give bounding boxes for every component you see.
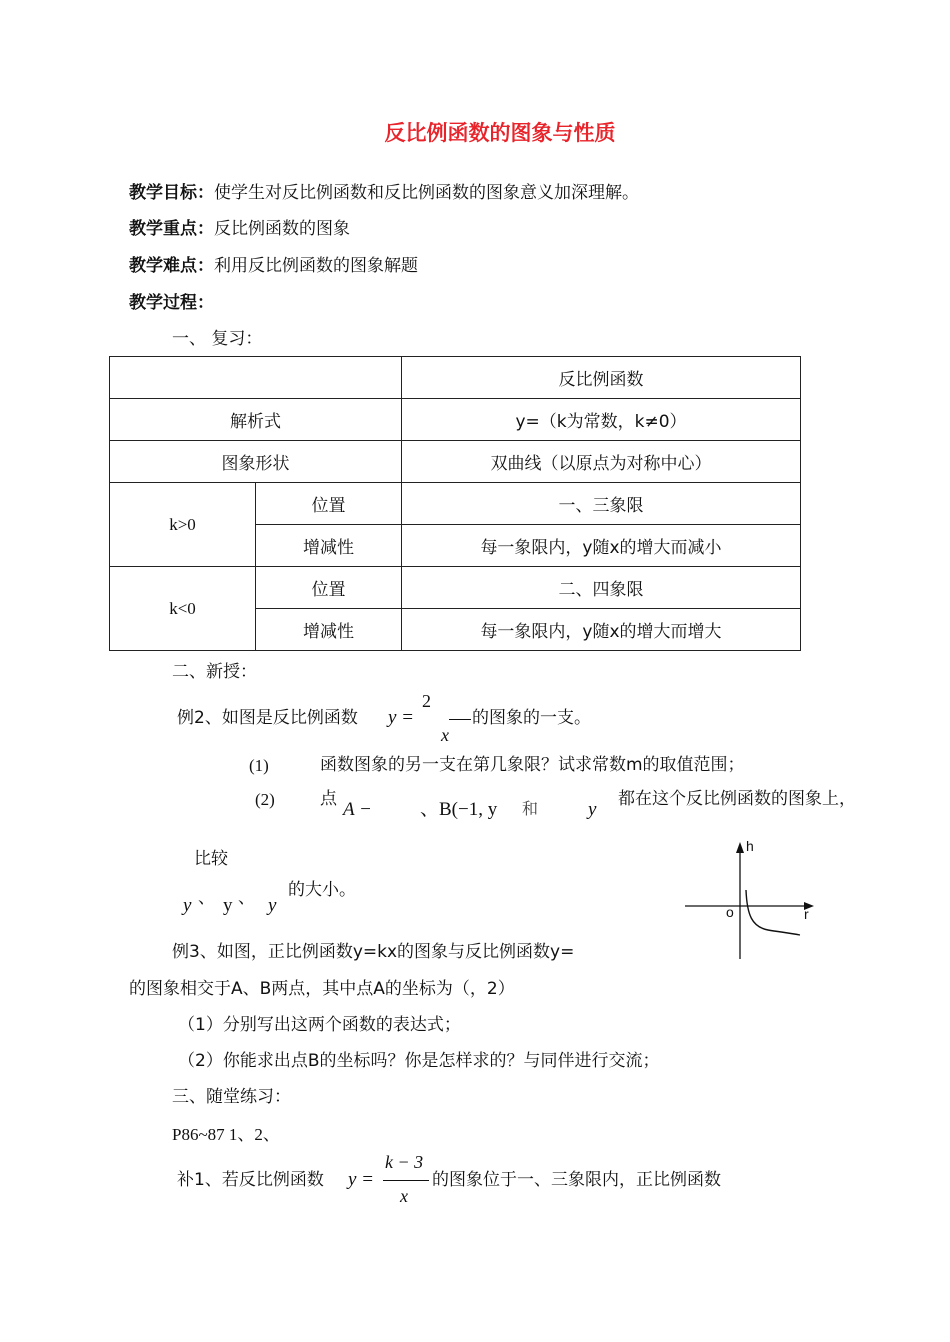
ex2-lead: 例2、如图是反比例函数	[177, 708, 358, 728]
page-title: 反比例函数的图象与性质	[384, 121, 616, 145]
table-row	[110, 357, 801, 399]
ex2-q2-and: 和	[522, 799, 539, 818]
ex3-q1: （1）分别写出这两个函数的表达式；	[178, 1015, 461, 1035]
sup1-lead: 补1、若反比例函数	[177, 1170, 324, 1190]
key-point-label: 教学重点：	[129, 219, 214, 239]
pos-monotonic-label: 增减性	[256, 525, 402, 567]
practice-pages: P86~87 1、2、	[172, 1125, 280, 1144]
neg-position-value: 二、四象限	[402, 567, 801, 609]
ex2-q1-number: (1)	[249, 756, 269, 775]
sup1-y-eq: y =	[348, 1169, 375, 1190]
neg-monotonic-label: 增减性	[256, 609, 402, 651]
ex2-q2-a: A −	[343, 799, 372, 820]
hyperbola-graph	[680, 835, 820, 965]
graph-label-h: h	[746, 838, 754, 854]
row-value-formula: y=（k为常数，k≠0）	[402, 399, 801, 441]
table-row	[110, 441, 801, 483]
graph-label-r: r	[804, 906, 809, 922]
table-row	[110, 483, 801, 525]
ex2-sep1: 、	[198, 888, 215, 908]
cond-k-positive: k>0	[110, 483, 256, 567]
ex2-frac-bar	[449, 719, 471, 720]
ex2-frac-den: x	[441, 725, 449, 745]
key-point-text: 反比例函数的图象	[214, 219, 350, 239]
key-point-line	[129, 221, 350, 238]
difficulty-text: 利用反比例函数的图象解题	[214, 256, 418, 276]
table-row	[110, 399, 801, 441]
ex2-compare: 比较	[194, 849, 228, 869]
ex2-frac-num: 2	[422, 691, 431, 711]
sup1-tail: 的图象位于一、三象限内，正比例函数	[432, 1170, 721, 1190]
ex2-y3: y	[268, 895, 277, 916]
neg-position-label: 位置	[256, 567, 402, 609]
ex2-q2-b: 、B(−1, y	[420, 799, 498, 820]
objective-line	[129, 185, 639, 202]
section-practice: 三、随堂练习：	[172, 1087, 291, 1107]
ex2-y-eq: y =	[388, 707, 415, 728]
section-review: 一、 复习：	[172, 329, 263, 349]
ex2-q2-tail: 都在这个反比例函数的图象上，	[618, 789, 856, 809]
section-new: 二、新授：	[172, 662, 257, 682]
row-label-shape: 图象形状	[110, 441, 402, 483]
objective-label: 教学目标：	[129, 183, 214, 203]
row-value-shape: 双曲线（以原点为对称中心）	[402, 441, 801, 483]
difficulty-label: 教学难点：	[129, 256, 214, 276]
neg-monotonic-value: 每一象限内，y随x的增大而增大	[402, 609, 801, 651]
hyperbola-branch	[746, 890, 800, 935]
ex2-q1-text: 函数图象的另一支在第几象限？试求常数m的取值范围；	[320, 755, 745, 775]
pos-position-label: 位置	[256, 483, 402, 525]
graph-label-o: o	[726, 904, 734, 920]
table-row	[110, 567, 801, 609]
ex2-sep2: 、	[238, 888, 255, 908]
ex2-q2-y3: y	[588, 799, 597, 820]
cond-k-negative: k<0	[110, 567, 256, 651]
ex2-q2-point: 点	[320, 789, 337, 809]
objective-text: 使学生对反比例函数和反比例函数的图象意义加深理解。	[214, 183, 639, 203]
sup1-frac-bar	[383, 1180, 429, 1181]
pos-position-value: 一、三象限	[402, 483, 801, 525]
row-label-formula: 解析式	[110, 399, 402, 441]
ex2-y2: y	[223, 895, 233, 916]
y-axis-arrow	[736, 842, 744, 853]
ex2-size: 的大小。	[288, 880, 356, 900]
ex2-y1: y	[183, 895, 192, 916]
pos-monotonic-value: 每一象限内，y随x的增大而减小	[402, 525, 801, 567]
ex2-tail: 的图象的一支。	[472, 708, 591, 728]
table-corner-cell	[110, 357, 402, 399]
ex3-line1: 例3、如图，正比例函数y=kx的图象与反比例函数y=	[172, 942, 575, 962]
ex2-q2-number: (2)	[255, 790, 275, 809]
sup1-numerator: k − 3	[385, 1152, 424, 1172]
sup1-denominator: x	[400, 1186, 408, 1206]
review-table	[109, 356, 801, 651]
difficulty-line	[129, 258, 418, 275]
process-label: 教学过程：	[129, 293, 214, 313]
ex3-q2: （2）你能求出点B的坐标吗？你是怎样求的？与同伴进行交流；	[178, 1051, 660, 1071]
ex3-line2: 的图象相交于A、B两点，其中点A的坐标为（，2）	[129, 979, 515, 999]
table-header: 反比例函数	[402, 357, 801, 399]
ex2-fraction	[418, 691, 449, 746]
